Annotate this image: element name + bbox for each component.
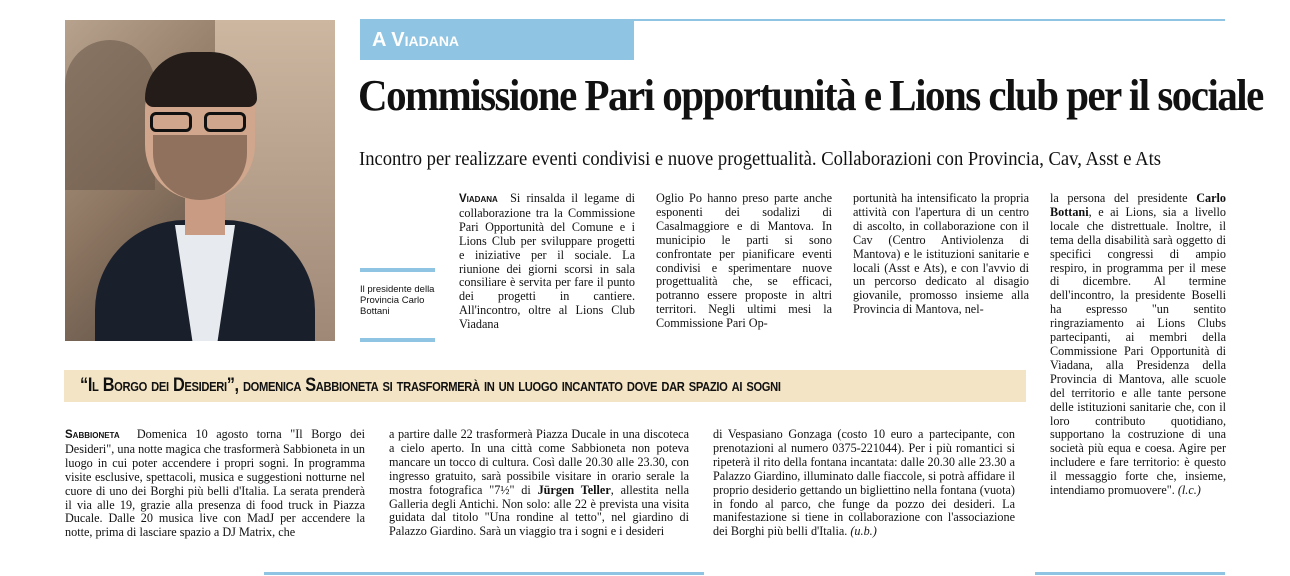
article1-column-1 xyxy=(459,192,635,332)
article1-col4-text-b: , e ai Lions, sia a livello locale che distrettuale. Inoltre, il tema della disabilità sarà oggetto di specifici congressi di ampio respiro, in programma per il mese di dicembre. Al termine dell'incontro, la presidente Boselli ha espresso "un sentito ringraziamento ai Lions Clubs partecipanti, ai membri della Commissione Pari Opportunità di Viadana, alla Presidenza della Provincia di Mantova, alle scuole del territorio e alle tante persone delle istituzioni sanitarie che, con il loro contributo quotidiano, supportano la costruzione di una società più equa e coesa. Agire per includere e fare territorio: è questo il messaggio forte che, insieme, intendiamo promuovere". xyxy=(1050,204,1226,498)
bottom-rule-right xyxy=(1035,572,1225,575)
article2-column-2 xyxy=(389,428,689,539)
article2-col2-name: Jürgen Teller xyxy=(537,482,611,497)
band-headline: “Il Borgo dei Desideri”, domenica Sabbioneta si trasformerà in un luogo incantato dove dar spazio ai sogni xyxy=(80,375,781,396)
article1-col2-text: Oglio Po hanno preso parte anche esponenti dei sodalizi di Casalmaggiore e di Mantova. In municipio le parti si sono confrontate per pianificare eventi condivisi e sperimentare nuove progettualità che, se efficaci, potranno essere proposte in altri territori. Negli ultimi mesi la Commissione Pari Op- xyxy=(656,191,832,331)
caption-rule-bottom xyxy=(360,338,435,342)
headline: Commissione Pari opportunità e Lions club per il sociale xyxy=(358,71,1263,120)
article2-col2-text-b: , allestita nella Galleria degli Antichi. Non solo: alle 22 è prevista una visita guidata dal titolo "Una rondine al tetto", nel giardino di Palazzo Giardino. Sarà un viaggio tra i sogni e i desideri xyxy=(389,482,689,539)
photo-caption: Il presidente della Provincia Carlo Bottani xyxy=(360,284,435,317)
bottom-rule-left xyxy=(264,572,704,575)
article1-dateline: Viadana xyxy=(459,193,498,205)
article1-column-3 xyxy=(853,192,1029,317)
subheadline: Incontro per realizzare eventi condivisi e nuove progettualità. Collaborazioni con Provincia, Cav, Asst e Ats xyxy=(359,148,1161,170)
article2-col2-text-a: a partire dalle 22 trasformerà Piazza Ducale in una discoteca a cielo aperto. In una città come Sabbioneta non poteva mancare un tocco di cultura. Così dalle 20.30 alle 23.30, con ingresso gratuito, sarà possibile visitare in orario serale la mostra fotografica "7½" di xyxy=(389,427,689,497)
portrait-photo xyxy=(65,20,335,341)
kicker-text: A Viadana xyxy=(372,29,460,51)
article2-signature: (u.b.) xyxy=(850,524,877,539)
article2-dateline: Sabbioneta xyxy=(65,429,120,441)
article1-col3-text: portunità ha intensificato la propria attività con l'apertura di un centro di ascolto, in collaborazione con il Cav (Centro Antiviolenza di Mantova) e le istituzioni sanitarie e locali (Asst e Ats), e con l'avvio di un percorso dedicato al disagio giovanile, promosso insieme alla Provincia di Mantova, nel- xyxy=(853,191,1029,317)
article1-column-4 xyxy=(1050,192,1226,498)
article2-col3-text: di Vespasiano Gonzaga (costo 10 euro a partecipante, con prenotazioni al numero 0375-221044). Per i più romantici si ripeterà il rito della fontana incantata: dalle 20.30 alle 23.30 a Palazzo Giardino, illuminato dalle fiaccole, si potrà affidare il proprio desiderio gettando un bigliettino nella fontana (vuota) in fondo al parco, che funge da pozzo dei desideri. La manifestazione si tiene in collaborazione con l'associazione dei Borghi più belli d'Italia. xyxy=(713,427,1015,539)
article2-column-3 xyxy=(713,428,1015,539)
article1-col4-name: Carlo Bottani xyxy=(1050,191,1226,219)
second-article-headline-band xyxy=(64,370,1026,402)
article1-col1-text: Si rinsalda il legame di collaborazione tra la Commissione Pari Opportunità del Comune e i Lions Club per sviluppare progetti e iniziative per il sociale. La riunione dei giorni scorsi in sala consiliare è servita per fare il punto dei progetti in cantiere. All'incontro, oltre al Lions Club Viadana xyxy=(459,191,635,332)
caption-rule-top xyxy=(360,268,435,272)
article2-column-1 xyxy=(65,428,365,540)
article2-col1-text: Domenica 10 agosto torna "Il Borgo dei Desideri", una notte magica che trasformerà Sabbioneta in un luogo in cui poter accendere i propri sogni. In programma visite esclusive, spettacoli, musica e suggestioni notturne nel cuore di uno dei Borghi più belli d'Italia. La serata prenderà il via alle 19, grazie alla presenza di food truck in Piazza Ducale. Dalle 20 musica live con MadJ per accendere la notte, prima di lasciare spazio a DJ Matrix, che xyxy=(65,427,365,540)
article1-signature: (l.c.) xyxy=(1177,483,1201,498)
section-kicker xyxy=(360,21,634,60)
article1-column-2 xyxy=(656,192,832,331)
article1-col4-text-a: la persona del presidente xyxy=(1050,191,1197,205)
